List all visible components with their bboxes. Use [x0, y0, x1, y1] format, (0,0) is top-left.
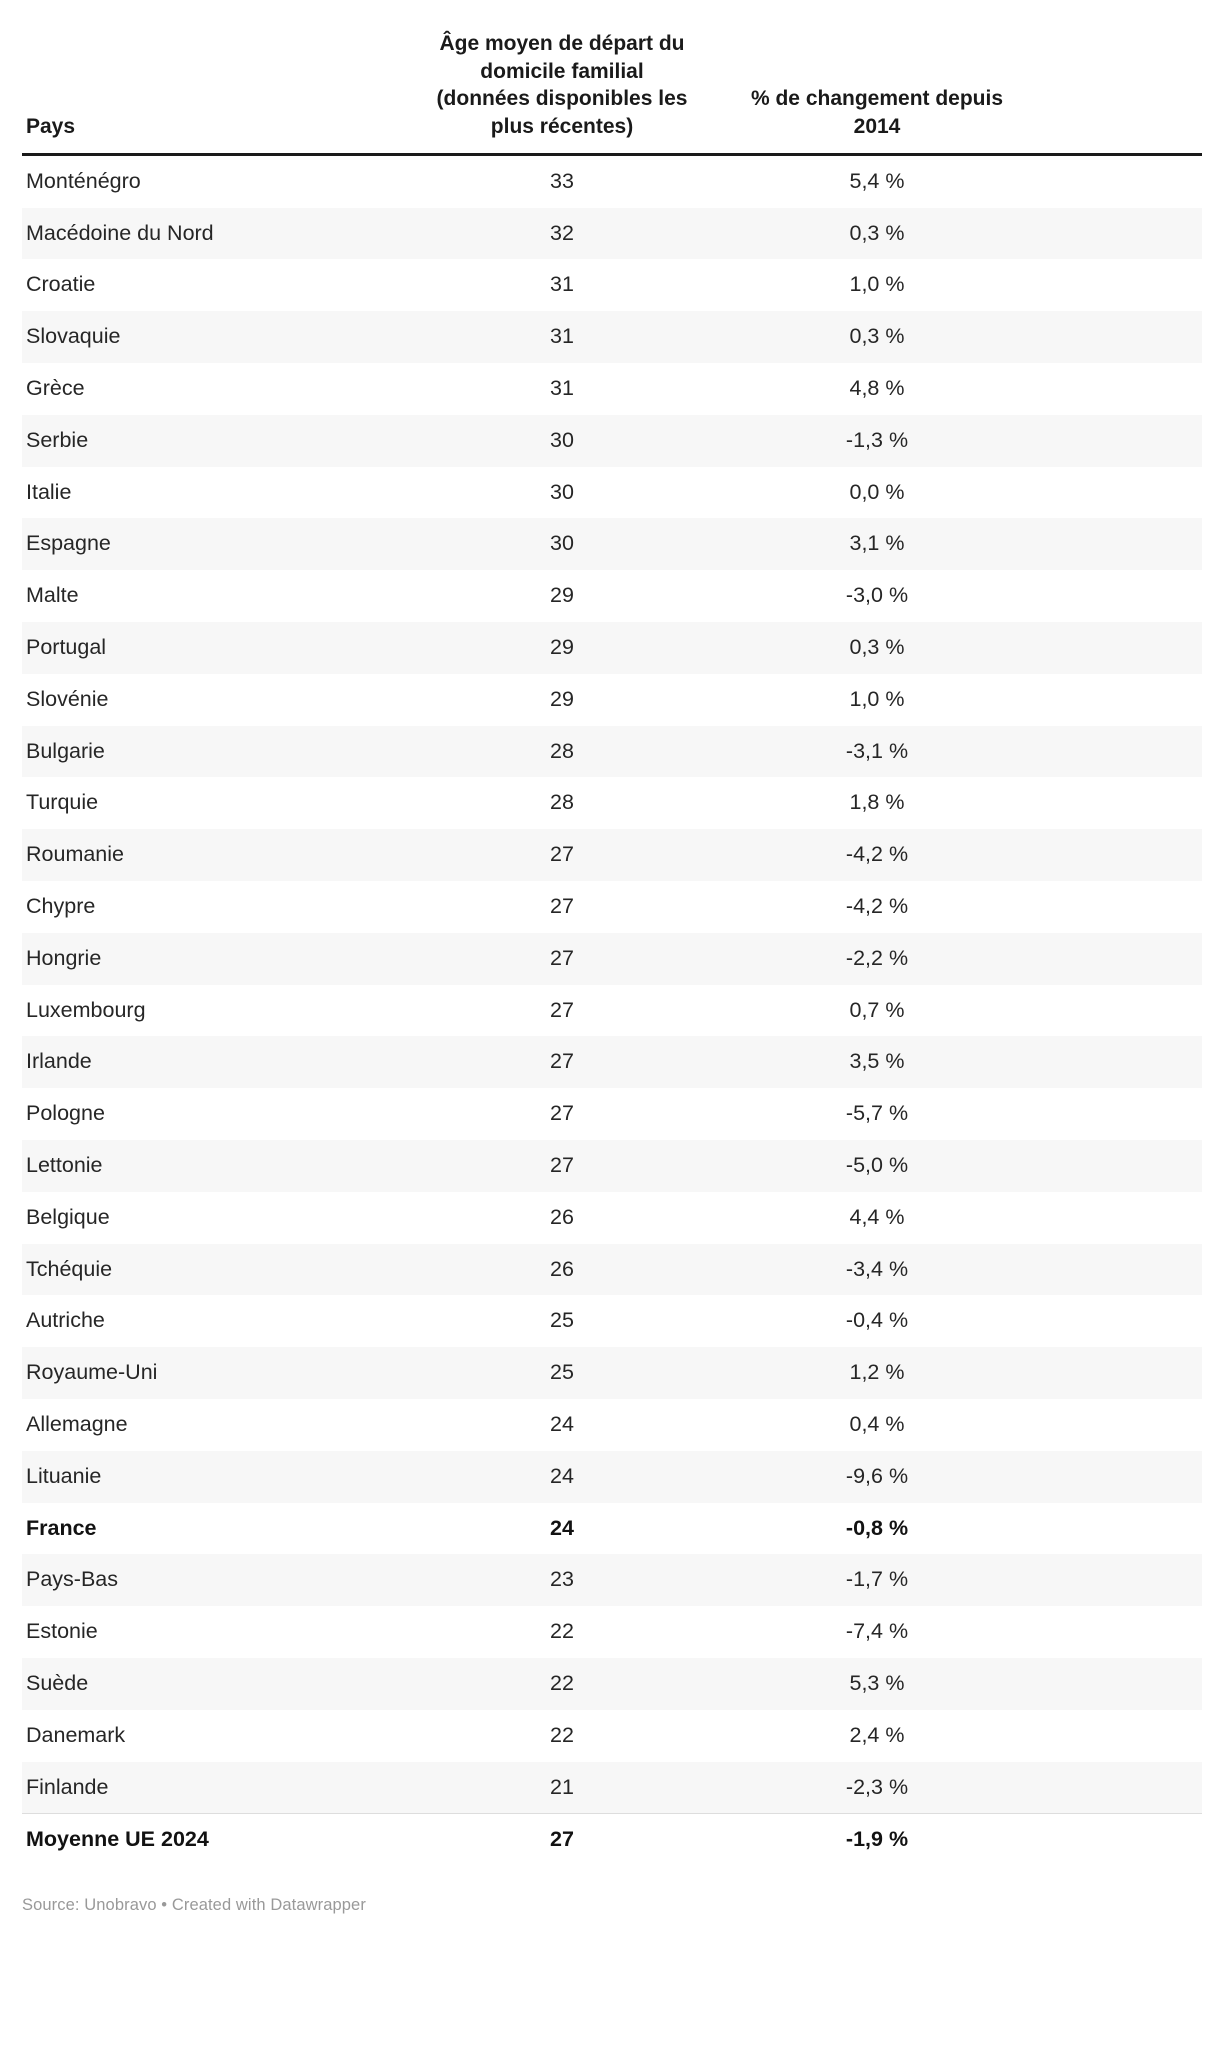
- cell-spacer: [1042, 415, 1202, 467]
- cell-spacer: [1042, 1347, 1202, 1399]
- cell-age: 31: [412, 311, 712, 363]
- cell-spacer: [1042, 208, 1202, 260]
- cell-spacer: [1042, 467, 1202, 519]
- cell-country: Estonie: [26, 1619, 98, 1644]
- column-header-change: [712, 0, 1042, 154]
- cell-country: Luxembourg: [26, 997, 146, 1022]
- cell-spacer: [1042, 622, 1202, 674]
- cell-spacer: [1042, 1036, 1202, 1088]
- table-row: [22, 777, 1202, 829]
- cell-spacer: [1042, 726, 1202, 778]
- table-row: [22, 622, 1202, 674]
- cell-age: 27: [412, 933, 712, 985]
- cell-country: Monténégro: [26, 168, 141, 193]
- cell-country: Espagne: [22, 518, 412, 570]
- column-header-country: [22, 0, 412, 154]
- cell-change: -2,2 %: [712, 933, 1042, 985]
- cell-change: 2,4 %: [849, 1722, 905, 1747]
- table-row: [22, 570, 1202, 622]
- cell-age: 27: [412, 1814, 712, 1866]
- column-header-change-line1: % de changement depuis: [750, 87, 1004, 111]
- cell-change: -0,4 %: [845, 1308, 909, 1333]
- cell-age: 30: [412, 518, 712, 570]
- table-header: [22, 0, 1202, 154]
- cell-change: 0,3 %: [712, 311, 1042, 363]
- data-table: [22, 0, 1202, 1866]
- cell-change: -7,4 %: [845, 1619, 909, 1644]
- cell-change: 5,4 %: [849, 168, 905, 193]
- cell-change: -3,4 %: [712, 1244, 1042, 1296]
- cell-age: 31: [550, 272, 574, 297]
- cell-spacer: [1042, 1814, 1202, 1866]
- table-row: [22, 933, 1202, 985]
- cell-country: Hongrie: [22, 933, 412, 985]
- cell-country: Grèce: [26, 376, 85, 401]
- cell-country: Pays-Bas: [22, 1554, 412, 1606]
- cell-change: -4,2 %: [712, 829, 1042, 881]
- cell-spacer: [1042, 363, 1202, 415]
- cell-change: 0,3 %: [712, 208, 1042, 260]
- cell-age: 22: [412, 1658, 712, 1710]
- cell-change: -5,0 %: [712, 1140, 1042, 1192]
- table-row: [22, 311, 1202, 363]
- table-row: [22, 467, 1202, 519]
- cell-spacer: [1042, 881, 1202, 933]
- cell-age: 29: [550, 686, 574, 711]
- cell-age: 22: [550, 1722, 574, 1747]
- cell-age: 27: [412, 829, 712, 881]
- cell-age: 32: [412, 208, 712, 260]
- cell-country: Slovénie: [26, 686, 109, 711]
- cell-change: -1,7 %: [712, 1554, 1042, 1606]
- table-body: [22, 154, 1202, 1866]
- cell-age: 22: [550, 1619, 574, 1644]
- cell-country: Royaume-Uni: [22, 1347, 412, 1399]
- cell-change: 1,8 %: [849, 790, 905, 815]
- cell-spacer: [1042, 1606, 1202, 1658]
- cell-age: 29: [550, 583, 574, 608]
- table-row: [22, 1606, 1202, 1658]
- cell-spacer: [1042, 829, 1202, 881]
- column-header-country-label: Pays: [26, 115, 76, 139]
- cell-age: 24: [412, 1451, 712, 1503]
- cell-country: Allemagne: [26, 1412, 128, 1436]
- cell-age: 33: [550, 168, 574, 193]
- cell-change: 0,0 %: [849, 479, 905, 504]
- table-row: [22, 1347, 1202, 1399]
- table-row: [22, 363, 1202, 415]
- cell-country: Lettonie: [22, 1140, 412, 1192]
- table-row: [22, 1451, 1202, 1503]
- table-row: [22, 415, 1202, 467]
- table-row: [22, 1503, 1202, 1555]
- table-row: [22, 1658, 1202, 1710]
- cell-country: Autriche: [26, 1308, 105, 1333]
- cell-spacer: [1042, 933, 1202, 985]
- cell-change: -5,7 %: [845, 1101, 909, 1126]
- cell-change: -4,2 %: [845, 894, 909, 919]
- cell-change: 3,1 %: [712, 518, 1042, 570]
- cell-change: 0,3 %: [712, 622, 1042, 674]
- cell-change: 0,7 %: [849, 997, 905, 1022]
- cell-country: Roumanie: [22, 829, 412, 881]
- cell-country: Tchéquie: [22, 1244, 412, 1296]
- cell-age: 24: [550, 1412, 574, 1436]
- cell-country: Croatie: [26, 272, 96, 297]
- cell-country: Malte: [26, 583, 79, 608]
- chart-source-note: Source: Unobravo • Created with Datawrapper: [22, 1896, 366, 1915]
- cell-age: 25: [550, 1308, 574, 1333]
- table-row: [22, 1088, 1202, 1140]
- cell-change: 3,5 %: [712, 1036, 1042, 1088]
- cell-age: 27: [412, 1036, 712, 1088]
- cell-spacer: [1042, 1762, 1202, 1814]
- cell-spacer: [1042, 1710, 1202, 1762]
- cell-country: Finlande: [22, 1762, 412, 1814]
- cell-change: -9,6 %: [712, 1451, 1042, 1503]
- cell-country: Italie: [26, 479, 72, 504]
- table-row: [22, 154, 1202, 207]
- column-header-change-line2: 2014: [853, 115, 901, 139]
- cell-age: 26: [550, 1204, 574, 1229]
- cell-change: -2,3 %: [712, 1762, 1042, 1814]
- cell-age: 28: [412, 726, 712, 778]
- cell-spacer: [1042, 570, 1202, 622]
- table-row: [22, 1192, 1202, 1244]
- cell-spacer: [1042, 311, 1202, 363]
- cell-country: Pologne: [26, 1101, 105, 1126]
- cell-spacer: [1042, 1658, 1202, 1710]
- cell-spacer: [1042, 1503, 1202, 1555]
- table-row: [22, 674, 1202, 726]
- table-row: [22, 208, 1202, 260]
- cell-spacer: [1042, 1244, 1202, 1296]
- cell-spacer: [1042, 1295, 1202, 1347]
- cell-spacer: [1042, 777, 1202, 829]
- cell-spacer: [1042, 1192, 1202, 1244]
- cell-spacer: [1042, 259, 1202, 311]
- table-row: [22, 1244, 1202, 1296]
- cell-change: -1,3 %: [712, 415, 1042, 467]
- column-header-age: [412, 0, 712, 154]
- cell-age: 27: [550, 1101, 574, 1126]
- cell-age: 29: [412, 622, 712, 674]
- table-row: [22, 259, 1202, 311]
- table-row: [22, 518, 1202, 570]
- cell-country: Slovaquie: [22, 311, 412, 363]
- table-row: [22, 1295, 1202, 1347]
- cell-spacer: [1042, 985, 1202, 1037]
- cell-spacer: [1042, 1554, 1202, 1606]
- cell-age: 25: [412, 1347, 712, 1399]
- column-header-age-line1: Âge moyen de départ du: [439, 32, 685, 55]
- cell-age: 23: [412, 1554, 712, 1606]
- cell-country: Bulgarie: [22, 726, 412, 778]
- cell-age: 30: [550, 479, 574, 504]
- table-row: [22, 1036, 1202, 1088]
- cell-spacer: [1042, 674, 1202, 726]
- cell-country: Macédoine du Nord: [22, 208, 412, 260]
- cell-change: -3,1 %: [712, 726, 1042, 778]
- column-header-age-line2: domicile familial: [480, 59, 644, 83]
- cell-spacer: [1042, 1140, 1202, 1192]
- cell-country: Chypre: [26, 894, 96, 919]
- cell-country: Belgique: [26, 1204, 110, 1229]
- cell-age: 21: [412, 1762, 712, 1814]
- cell-age: 27: [550, 997, 574, 1022]
- cell-country: Suède: [22, 1658, 412, 1710]
- column-header-age-line4: plus récentes): [490, 115, 634, 139]
- table-row: [22, 726, 1202, 778]
- cell-change: 0,4 %: [849, 1412, 905, 1436]
- cell-country: Serbie: [22, 415, 412, 467]
- cell-change: 4,4 %: [849, 1204, 905, 1229]
- cell-country: Danemark: [26, 1722, 126, 1747]
- table-row: [22, 1399, 1202, 1451]
- cell-country: Irlande: [22, 1036, 412, 1088]
- table-row: [22, 1710, 1202, 1762]
- cell-age: 24: [550, 1515, 574, 1540]
- cell-spacer: [1042, 154, 1202, 207]
- cell-country: France: [26, 1515, 97, 1540]
- cell-age: 28: [550, 790, 574, 815]
- table-header-row: [22, 0, 1202, 154]
- cell-age: 27: [412, 1140, 712, 1192]
- cell-age: 26: [412, 1244, 712, 1296]
- cell-country: Turquie: [26, 790, 99, 815]
- cell-change: 1,0 %: [849, 272, 905, 297]
- table-row: [22, 985, 1202, 1037]
- cell-country: Moyenne UE 2024: [22, 1814, 412, 1866]
- cell-change: 4,8 %: [849, 376, 905, 401]
- cell-age: 27: [550, 894, 574, 919]
- table-row: [22, 881, 1202, 933]
- column-header-spacer: [1042, 0, 1202, 154]
- cell-spacer: [1042, 518, 1202, 570]
- table-row: [22, 1814, 1202, 1866]
- table-row: [22, 1554, 1202, 1606]
- cell-change: -1,9 %: [712, 1814, 1042, 1866]
- cell-change: 1,2 %: [712, 1347, 1042, 1399]
- cell-change: 5,3 %: [712, 1658, 1042, 1710]
- cell-country: Lituanie: [22, 1451, 412, 1503]
- cell-age: 31: [550, 376, 574, 401]
- table-row: [22, 829, 1202, 881]
- cell-spacer: [1042, 1088, 1202, 1140]
- cell-spacer: [1042, 1451, 1202, 1503]
- cell-age: 30: [412, 415, 712, 467]
- cell-country: Portugal: [22, 622, 412, 674]
- column-header-age-line3: (données disponibles les: [436, 87, 688, 111]
- table-row: [22, 1762, 1202, 1814]
- table-row: [22, 1140, 1202, 1192]
- cell-change: -0,8 %: [845, 1515, 909, 1540]
- cell-change: 1,0 %: [849, 686, 905, 711]
- cell-spacer: [1042, 1399, 1202, 1451]
- cell-change: -3,0 %: [845, 583, 909, 608]
